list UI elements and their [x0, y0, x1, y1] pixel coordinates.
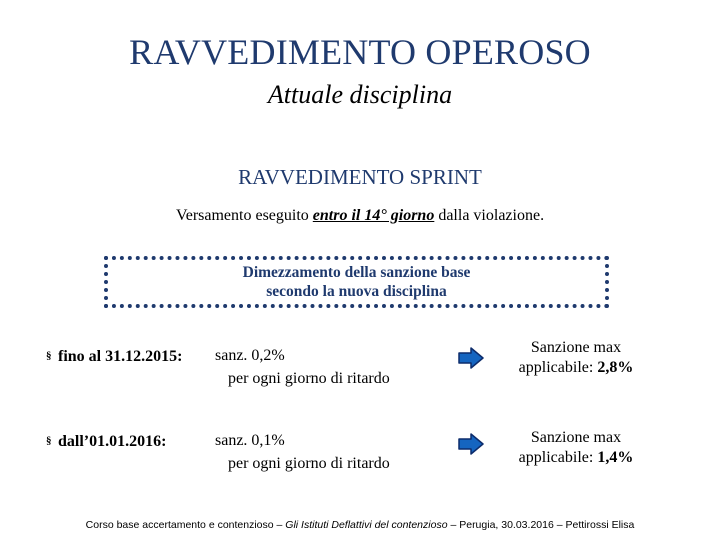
highlight-box-line2: secondo la nuova disciplina	[266, 283, 447, 300]
highlight-box-line1: Dimezzamento della sanzione base	[242, 264, 471, 281]
intro-emphasis: entro il 14° giorno	[312, 207, 435, 224]
max-sanction-value-line	[501, 448, 651, 468]
max-sanction-value: 2,8%	[597, 359, 634, 376]
square-bullet-icon: §	[46, 435, 52, 447]
row-rate-note: per ogni giorno di ritardo	[228, 370, 390, 387]
row-rate-note: per ogni giorno di ritardo	[228, 455, 390, 472]
max-sanction	[501, 338, 651, 378]
arrow-right-icon	[458, 346, 484, 370]
page-subtitle: Attuale disciplina	[267, 80, 453, 109]
intro-text	[0, 205, 720, 227]
max-sanction-label: Sanzione max	[530, 339, 622, 356]
max-sanction-prefix: applicabile:	[518, 449, 598, 466]
row-period-label: fino al 31.12.2015:	[58, 348, 183, 365]
footer-part3: – Perugia, 30.03.2016 – Pettirossi Elisa	[447, 519, 635, 531]
arrow-right-icon	[458, 432, 484, 456]
intro-after: dalla violazione.	[434, 207, 545, 224]
footer	[0, 518, 720, 532]
section-title: RAVVEDIMENTO SPRINT	[238, 165, 482, 189]
row-rate: sanz. 0,1%	[215, 432, 285, 449]
max-sanction-value: 1,4%	[597, 449, 634, 466]
square-bullet-icon: §	[46, 350, 52, 362]
max-sanction-label: Sanzione max	[530, 429, 622, 446]
max-sanction-value-line	[501, 358, 651, 378]
intro-before: Versamento eseguito	[175, 207, 313, 224]
row-period-label: dall’01.01.2016:	[58, 433, 167, 450]
row-period	[46, 431, 166, 452]
row-rate: sanz. 0,2%	[215, 347, 285, 364]
max-sanction-prefix: applicabile:	[518, 359, 598, 376]
page-title: RAVVEDIMENTO OPEROSO	[129, 32, 591, 72]
footer-course-title: Gli Istituti Deflattivi del contenzioso	[285, 519, 448, 531]
highlight-box	[104, 256, 609, 308]
max-sanction	[501, 428, 651, 468]
row-period	[46, 346, 182, 367]
footer-part1: Corso base accertamento e contenzioso –	[85, 519, 286, 531]
